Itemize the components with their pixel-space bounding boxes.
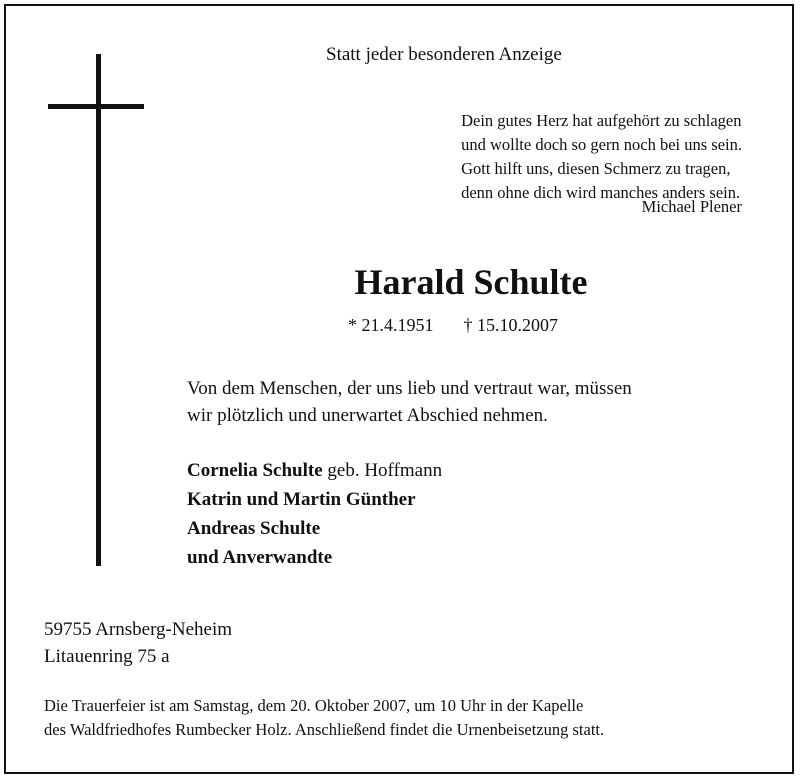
funeral-line: des Waldfriedhofes Rumbecker Holz. Anschließend findet die Urnenbeisetzung statt. (44, 720, 605, 739)
mourner-item (187, 485, 442, 514)
address-city: 59755 Arnsberg-Neheim (44, 619, 233, 640)
mourner-name: Cornelia Schulte (187, 460, 323, 481)
cross-icon-bar (48, 104, 144, 109)
mourner-name: Katrin und Martin Günther (187, 489, 416, 510)
address-street: Litauenring 75 a (44, 646, 170, 667)
message-line: wir plötzlich und unerwartet Abschied nehmen. (187, 405, 548, 426)
mourner-name: Andreas Schulte (187, 518, 321, 539)
mourners-list (187, 456, 442, 572)
poem-line: und wollte doch so gern noch bei uns sein. (461, 135, 742, 154)
obituary-notice (4, 4, 794, 774)
birth-date: * 21.4.1951 (348, 315, 434, 335)
death-date: † 15.10.2007 (463, 315, 558, 335)
poem-author: Michael Plener (641, 197, 742, 216)
notice-heading: Statt jeder besonderen Anzeige (326, 44, 562, 65)
mourner-note: geb. Hoffmann (327, 460, 443, 481)
mourner-item (187, 514, 442, 543)
poem-line: denn ohne dich wird manches anders sein. (461, 183, 741, 202)
funeral-line: Die Trauerfeier ist am Samstag, dem 20. Oktober 2007, um 10 Uhr in der Kapelle (44, 696, 584, 715)
farewell-message (187, 375, 767, 429)
life-dates (348, 315, 558, 336)
poem-line: Dein gutes Herz hat aufgehört zu schlagen (461, 111, 742, 130)
address-block (44, 616, 232, 670)
funeral-info (44, 694, 604, 742)
mourner-name: und Anverwandte (187, 547, 333, 568)
mourner-item (187, 456, 442, 485)
poem (461, 109, 742, 205)
deceased-name: Harald Schulte (354, 262, 588, 302)
cross-icon (96, 54, 101, 566)
message-line: Von dem Menschen, der uns lieb und vertraut war, müssen (187, 378, 632, 399)
poem-line: Gott hilft uns, diesen Schmerz zu tragen, (461, 159, 731, 178)
mourner-item (187, 543, 442, 572)
